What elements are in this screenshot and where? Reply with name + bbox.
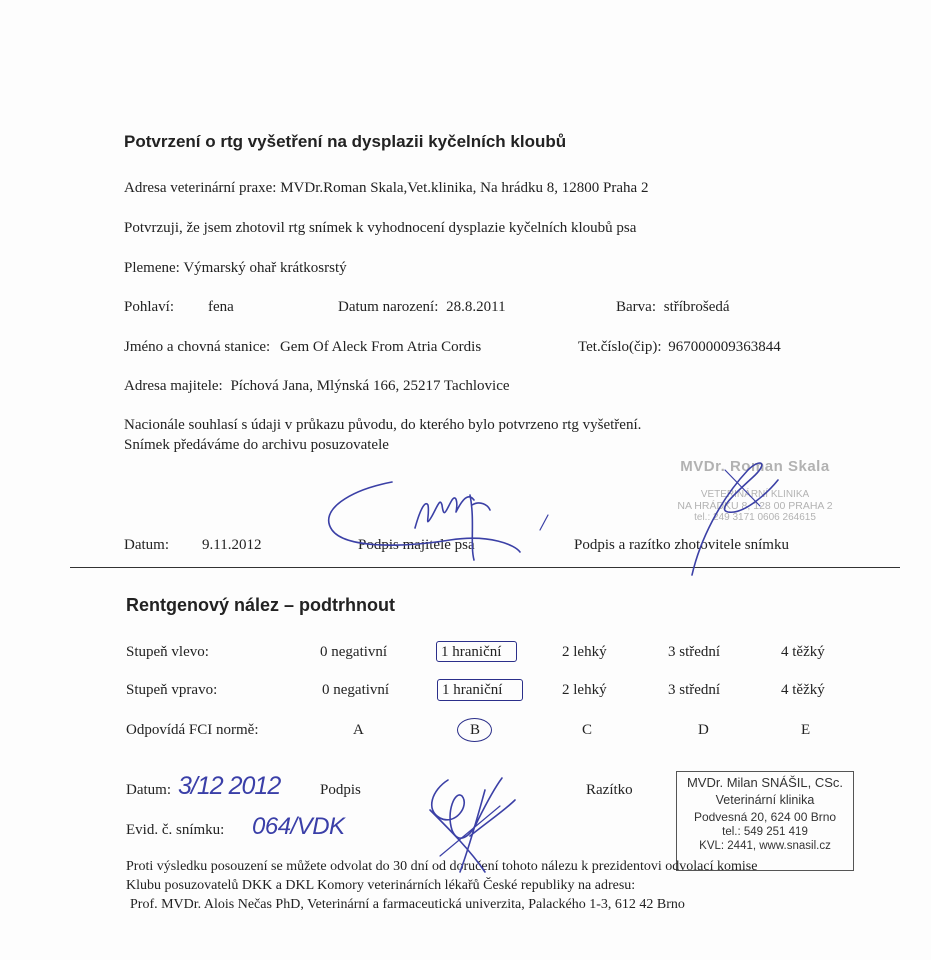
left-grade-selected-box (436, 641, 517, 662)
fci-grade-a: A (353, 722, 364, 738)
fci-label: Odpovídá FCI normě: (126, 722, 259, 738)
chip-label: Tet.číslo(čip): (578, 339, 662, 355)
owner-address-value: Píchová Jana, Mlýnská 166, 25217 Tachlovice (230, 378, 510, 394)
right-grade-1: 1 hraniční (442, 682, 503, 698)
color-row (616, 299, 730, 316)
dob-label: Datum narození: (338, 299, 439, 315)
confirmation-title: Potvrzení o rtg vyšetření na dysplazii kyčelních kloubů (124, 132, 567, 151)
appeal-line1: Proti výsledku posouzení se můžete odvolat do 30 dní od doručení tohoto nálezu k prezidentovi odvolací komise (126, 859, 758, 874)
date-label-1: Datum: (124, 537, 169, 553)
maker-signature-label: Podpis a razítko zhotovitele snímku (574, 537, 789, 553)
right-grade-3: 3 střední (668, 682, 721, 698)
fci-grade-c: C (582, 722, 593, 738)
color-label: Barva: (616, 299, 656, 315)
skala-stamp-phone: tel.: 249 3171 0606 264615 (694, 512, 816, 523)
left-grade-4: 4 těžký (781, 644, 825, 660)
practice-address-row (124, 180, 648, 197)
fci-grade-e: E (801, 722, 811, 738)
breed-row (124, 260, 347, 277)
date-label-2: Datum: (126, 782, 171, 798)
color-value: stříbrošedá (663, 299, 730, 315)
chip-value: 967000009363844 (668, 339, 781, 355)
stamp-label: Razítko (586, 782, 633, 798)
right-grade-4: 4 těžký (781, 682, 825, 698)
findings-title: Rentgenový nález – podtrhnout (126, 595, 396, 615)
left-grade-0: 0 negativní (320, 644, 388, 660)
name-value: Gem Of Aleck From Atria Cordis (279, 339, 482, 355)
findings-signature-mark (432, 778, 502, 838)
fci-grade-b: B (470, 722, 481, 738)
chip-row (578, 339, 781, 356)
owner-address-label: Adresa majitele: (124, 378, 223, 394)
dob-row (338, 299, 506, 316)
right-grade-2: 2 lehký (562, 682, 607, 698)
left-grade-1: 1 hraniční (441, 644, 502, 660)
snasil-stamp-clinic: Veterinární klinika (715, 793, 815, 807)
name-row (124, 339, 481, 356)
signature-label-2: Podpis (320, 782, 361, 798)
breed-value: Výmarský ohař krátkosrstý (183, 260, 347, 276)
xray-id-value: 064/VDK (252, 813, 345, 840)
right-grade-0: 0 negativní (322, 682, 390, 698)
pedigree-note-line1: Nacionále souhlasí s údaji v průkazu původu, do kterého bylo potvrzeno rtg vyšetření. (124, 417, 642, 433)
fci-selected-circle (457, 718, 492, 742)
date-value-2: 3/12 2012 (178, 772, 281, 800)
left-grade-3: 3 střední (668, 644, 721, 660)
xray-id-label: Evid. č. snímku: (126, 822, 225, 838)
right-grade-selected-box (437, 679, 523, 701)
snasil-stamp-web: KVL: 2441, www.snasil.cz (699, 840, 831, 852)
dob-value: 28.8.2011 (446, 299, 506, 315)
appeal-line3: Prof. MVDr. Alois Nečas PhD, Veterinární a farmaceutická univerzita, Palackého 1-3, 612 42 Brno (130, 897, 685, 912)
sex-label: Pohlaví: (124, 299, 175, 315)
name-label: Jméno a chovná stanice: (124, 339, 271, 355)
snasil-stamp (676, 771, 854, 871)
section-divider (70, 567, 900, 568)
skala-stamp-address: NA HRÁDKU 8, 128 00 PRAHA 2 (677, 500, 833, 512)
skala-stamp-name: MVDr. Roman Skala (680, 458, 830, 475)
practice-address-value: MVDr.Roman Skala,Vet.klinika, Na hrádku 8, 12800 Praha 2 (280, 180, 649, 196)
right-grade-label: Stupeň vpravo: (126, 682, 218, 698)
owner-signature-label: Podpis majitele psa (358, 537, 475, 553)
date-value-1: 9.11.2012 (202, 537, 262, 553)
appeal-line2: Klubu posuzovatelů DKK a DKL Komory veterinárních lékařů České republiky na adresu: (126, 878, 636, 893)
snasil-stamp-address: Podvesná 20, 624 00 Brno (693, 810, 837, 824)
skala-stamp (660, 458, 850, 523)
left-grade-2: 2 lehký (562, 644, 607, 660)
pedigree-note-line2: Snímek předáváme do archivu posuzovatele (124, 437, 389, 453)
snasil-stamp-phone: tel.: 549 251 419 (722, 826, 808, 838)
confirmation-text: Potvrzuji, že jsem zhotovil rtg snímek k vyhodnocení dysplazie kyčelních kloubů psa (124, 220, 637, 236)
practice-address-label: Adresa veterinární praxe: (124, 180, 277, 196)
sex-value: fena (208, 299, 234, 315)
breed-label: Plemene: (124, 260, 180, 276)
skala-stamp-clinic: VETERINÁRNÍ KLINIKA (700, 489, 810, 500)
fci-grade-d: D (698, 722, 709, 738)
left-grade-label: Stupeň vlevo: (126, 644, 209, 660)
snasil-stamp-name: MVDr. Milan SNÁŠIL, CSc. (686, 775, 844, 790)
owner-address-row (124, 378, 510, 395)
